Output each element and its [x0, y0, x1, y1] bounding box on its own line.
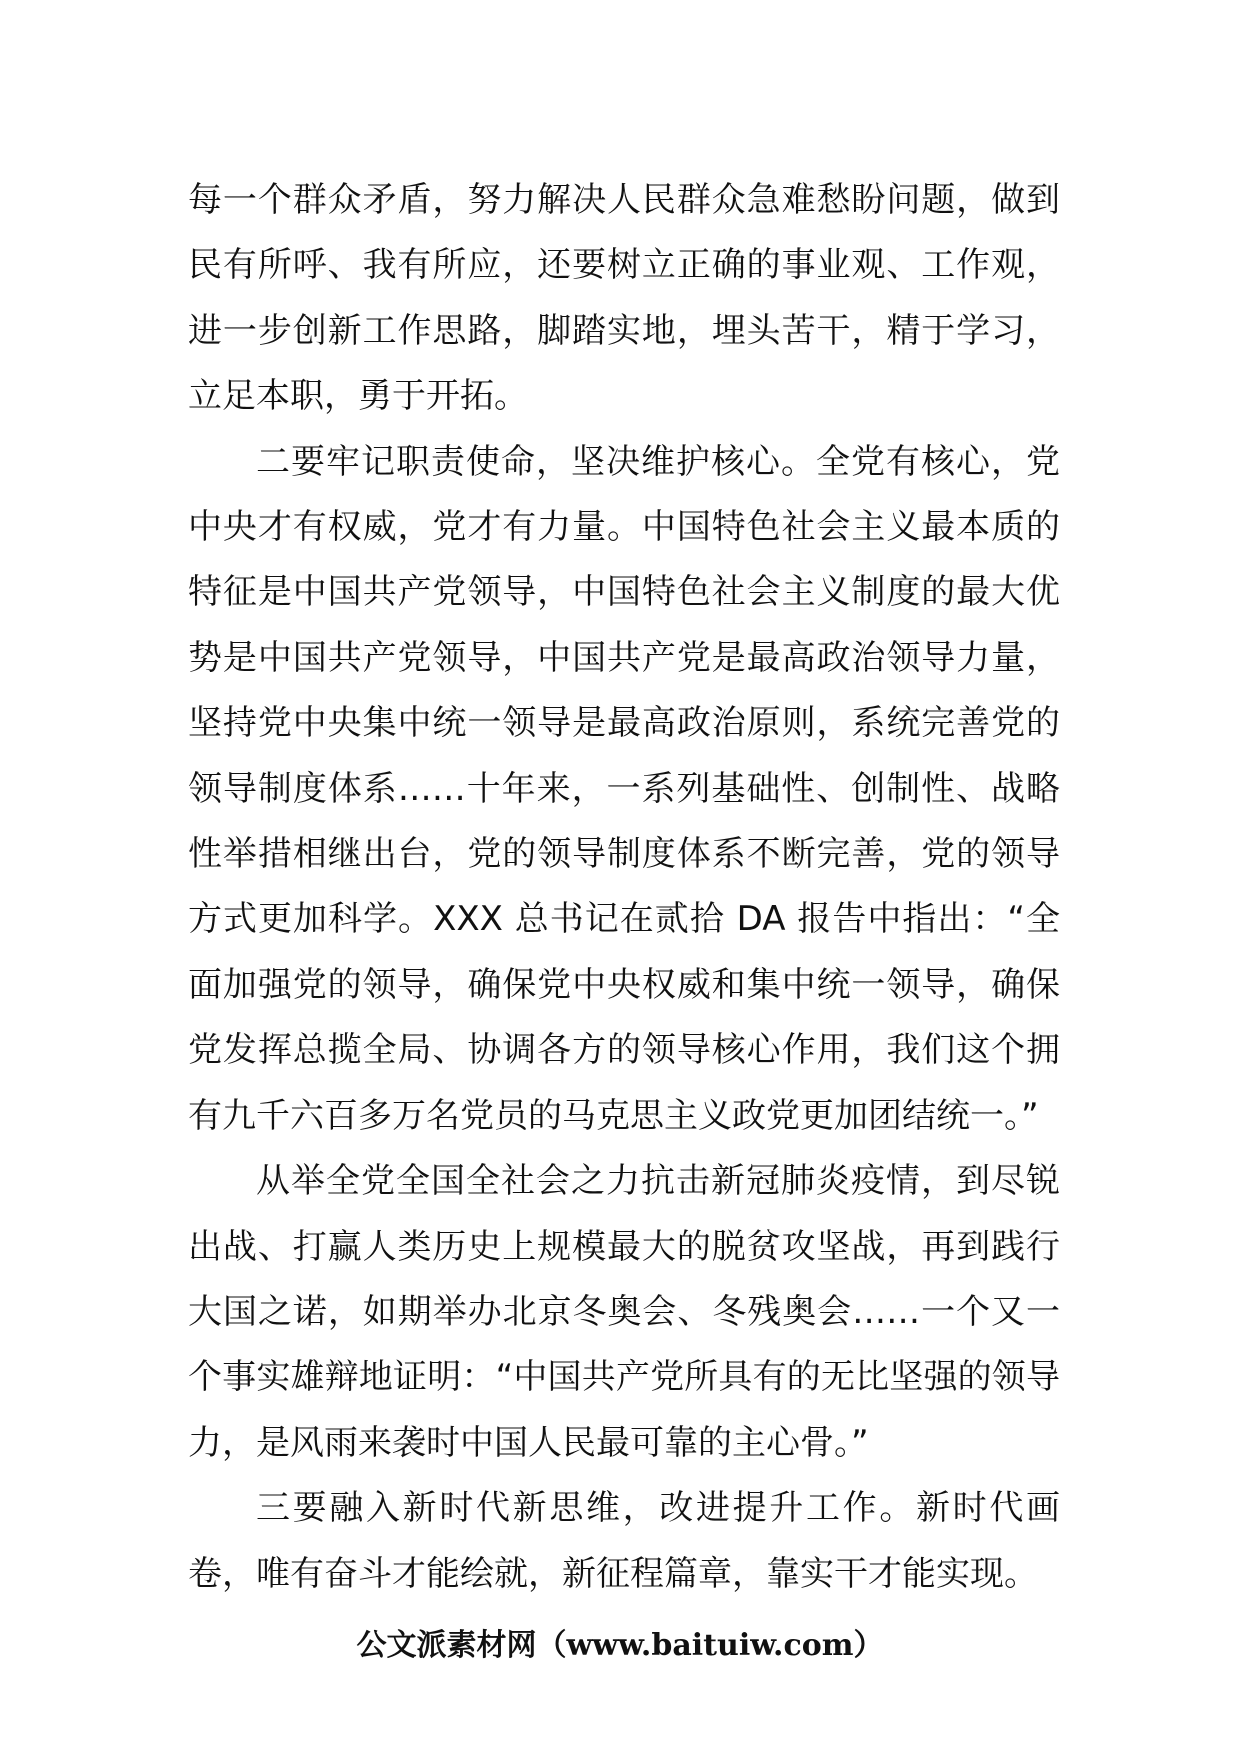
- paragraph-core-leadership: 二要牢记职责使命，坚决维护核心。全党有核心，党中央才有权威，党才有力量。中国特色社会主义最本质的特征是中国共产党领导，中国特色社会主义制度的最大优势是中国共产党领导，中国共产党是最高政治领导力量，坚持党中央集中统一领导是最高政治原则，系统完善党的领导制度体系……十年来，一系列基础性、创制性、战略性举措相继出台，党的领导制度体系不断完善，党的领导方式更加科学。XXX 总书记在贰拾 DA 报告中指出：“全面加强党的领导，确保党中央权威和集中统一领导，确保党发挥总揽全局、协调各方的领导核心作用，我们这个拥有九千六百多万名党员的马克思主义政党更加团结统一。”: [188, 441, 1060, 1136]
- paragraph-new-era: 三要融入新时代新思维，改进提升工作。新时代画卷，唯有奋斗才能绘就，新征程篇章，靠实干才能实现。: [188, 1488, 1060, 1594]
- paragraph-continuation: 每一个群众矛盾，努力解决人民群众急难愁盼问题，做到民有所呼、我有所应，还要树立正确的事业观、工作观，进一步创新工作思路，脚踏实地，埋头苦干，精于学习，立足本职，勇于开拓。: [188, 180, 1060, 417]
- document-body: [188, 168, 1060, 1607]
- footer-watermark: 公文派素材网（www.baituiw.com）: [356, 1628, 884, 1663]
- paragraph-evidence: 从举全党全国全社会之力抗击新冠肺炎疫情，到尽锐出战、打赢人类历史上规模最大的脱贫攻坚战，再到践行大国之诺，如期举办北京冬奥会、冬残奥会……一个又一个事实雄辩地证明：“中国共产党所具有的无比坚强的领导力，是风雨来袭时中国人民最可靠的主心骨。”: [188, 1161, 1060, 1463]
